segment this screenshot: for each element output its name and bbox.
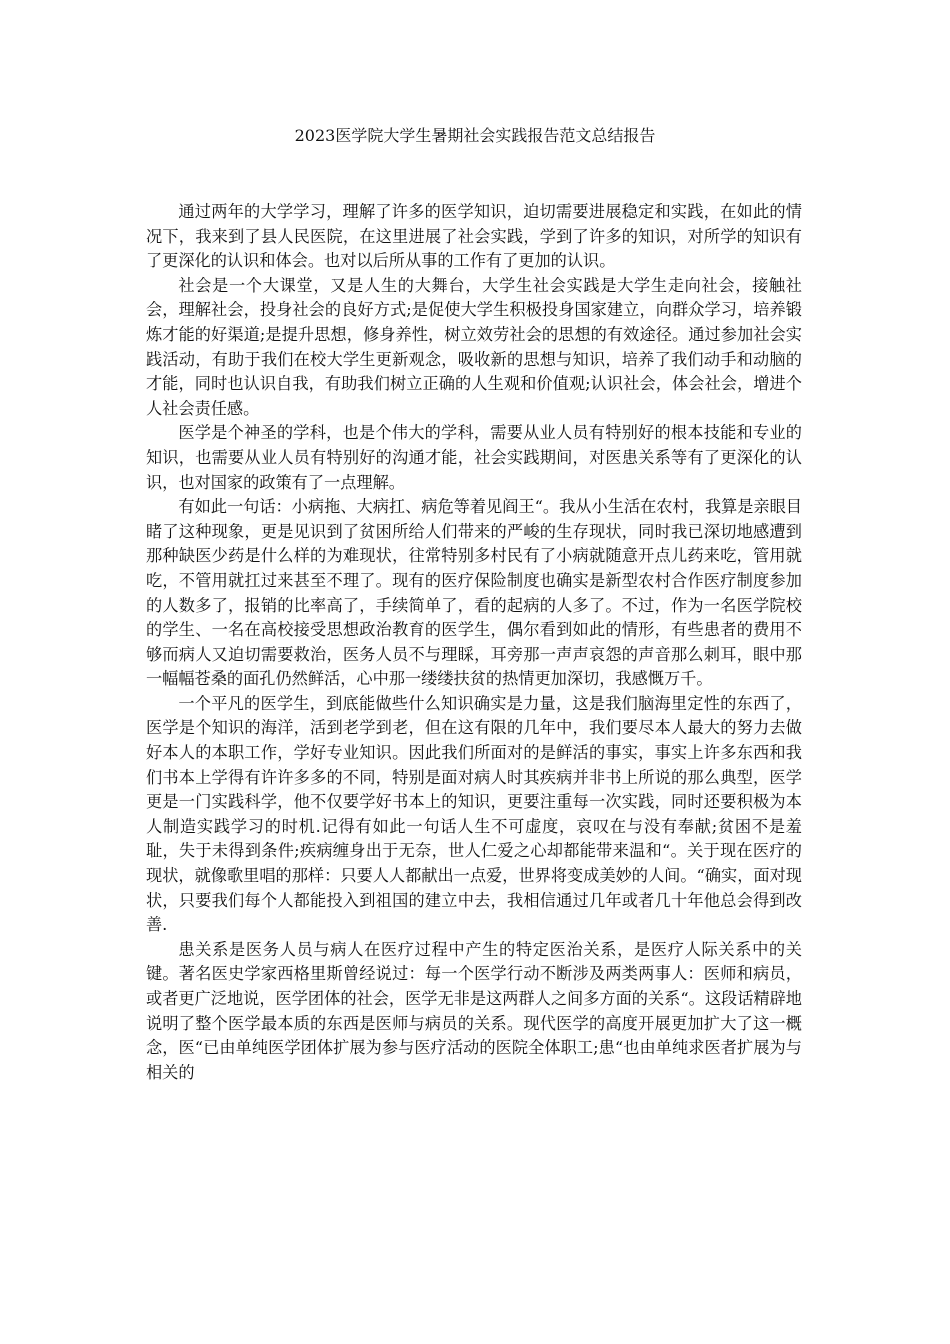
document-title: 2023医学院大学生暑期社会实践报告范文总结报告 xyxy=(294,126,656,145)
document-body xyxy=(146,200,802,1085)
paragraph-1: 通过两年的大学学习，理解了许多的医学知识，迫切需要进展稳定和实践，在如此的情况下，我来到了县人民医院，在这里进展了社会实践，学到了许多的知识，对所学的知识有了更深化的认识和体会。也对以后所从事的工作有了更加的认识。 xyxy=(146,202,802,271)
paragraph-3: 医学是个神圣的学科，也是个伟大的学科，需要从业人员有特别好的根本技能和专业的知识，也需要从业人员有特别好的沟通才能，社会实践期间，对医患关系等有了更深化的认识，也对国家的政策有了一点理解。 xyxy=(146,423,802,492)
paragraph-6: 患关系是医务人员与病人在医疗过程中产生的特定医治关系，是医疗人际关系中的关键。著名医史学家西格里斯曾经说过：每一个医学行动不断涉及两类两事人：医师和病员，或者更广泛地说，医学团体的社会，医学无非是这两群人之间多方面的关系“。这段话精辟地说明了整个医学最本质的东西是医师与病员的关系。现代医学的高度开展更加扩大了这一概念，医“已由单纯医学团体扩展为参与医疗活动的医院全体职工;患“也由单纯求医者扩展为与相关的 xyxy=(146,939,802,1082)
paragraph-5: 一个平凡的医学生，到底能做些什么知识确实是力量，这是我们脑海里定性的东西了，医学是个知识的海洋，活到老学到老，但在这有限的几年中，我们要尽本人最大的努力去做好本人的本职工作，学好专业知识。因此我们所面对的是鲜活的事实，事实上许多东西和我们书本上学得有许许多多的不同，特别是面对病人时其疾病并非书上所说的那么典型，医学更是一门实践科学，他不仅要学好书本上的知识，更要注重每一次实践，同时还要积极为本人制造实践学习的时机.记得有如此一句话人生不可虚度，哀叹在与没有奉献;贫困不是羞耻，失于未得到条件;疾病缠身出于无奈，世人仁爱之心却都能带来温和“。关于现在医疗的现状，就像歌里唱的那样：只要人人都献出一点爱，世界将变成美妙的人间。“确实，面对现状，只要我们每个人都能投入到祖国的建立中去，我相信通过几年或者几十年他总会得到改善. xyxy=(146,693,802,935)
paragraph-2: 社会是一个大课堂，又是人生的大舞台，大学生社会实践是大学生走向社会，接触社会，理解社会，投身社会的良好方式;是促使大学生积极投身国家建立，向群众学习，培养锻炼才能的好渠道;是提升思想，修身养性，树立效劳社会的思想的有效途径。通过参加社会实践活动，有助于我们在校大学生更新观念，吸收新的思想与知识，培养了我们动手和动脑的才能，同时也认识自我，有助我们树立正确的人生观和价值观;认识社会，体会社会，增进个人社会责任感。 xyxy=(146,275,802,418)
paragraph-4: 有如此一句话：小病拖、大病扛、病危等着见阎王“。我从小生活在农村，我算是亲眼目睹了这种现象，更是见识到了贫困所给人们带来的严峻的生存现状，同时我已深切地感遭到那种缺医少药是什么样的为难现状，往常特别多村民有了小病就随意开点儿药来吃，管用就吃，不管用就扛过来甚至不理了。现有的医疗保险制度也确实是新型农村合作医疗制度参加的人数多了，报销的比率高了，手续简单了，看的起病的人多了。不过，作为一名医学院校的学生、一名在高校接受思想政治教育的医学生，偶尔看到如此的情形，有些患者的费用不够而病人又迫切需要救治，医务人员不与理睬，耳旁那一声声哀怨的声音那么刺耳，眼中那一幅幅苍桑的面孔仍然鲜活，心中那一缕缕扶贫的热情更加深切，我感慨万千。 xyxy=(146,497,802,689)
